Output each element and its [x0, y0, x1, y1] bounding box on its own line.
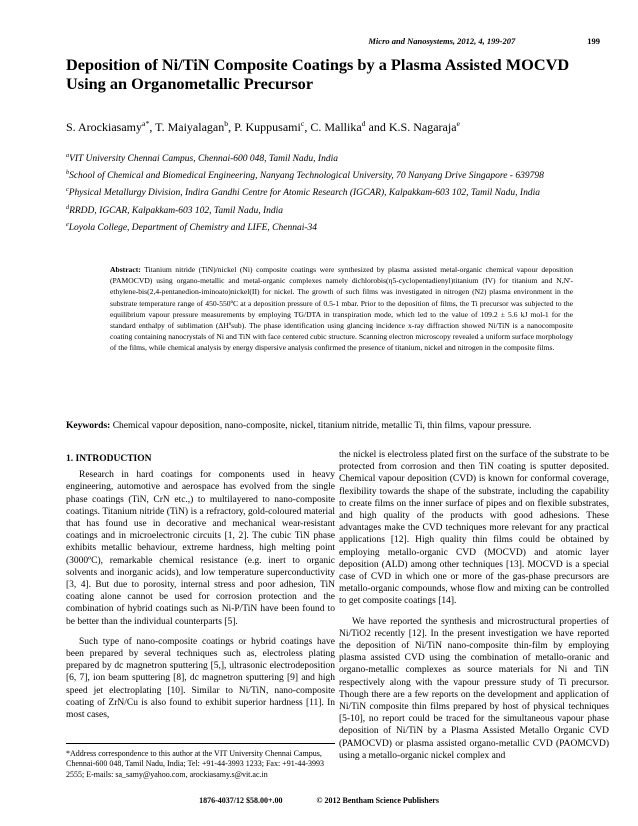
right-column	[339, 449, 609, 762]
affiliation: $^e$Loyola College, Department of Chemistry and LIFE, Chennai-34	[66, 221, 318, 233]
author: S. Arockiasamy$^{a*}$,	[66, 119, 156, 134]
affiliation: $^c$Physical Metallurgy Division, Indira Gandhi Centre for Atomic Research (IGCAR), Kalpakkam-603 102, Tamil Nadu, India	[66, 187, 540, 199]
keywords	[66, 420, 606, 432]
paragraph: the nickel is electroless plated first on the surface of the substrate to be protected from corrosion and then TiN coating is sputter deposited. Chemical vapour deposition (CVD) is known for conformal coverage, flexibility towards the shape of the substrate, including the capability to create films on the inner surface of pipes and on flexible substrates, and high quality of the products with good adhesions. These advantages make the CVD techniques more relevant for any practical applications [12]. High quality thin films could be obtained by employing metallo-organic CVD (MOCVD) and atomic layer deposition (ALD) among other techniques [13]. MOCVD is a special case of CVD in which one or more of the gas-phase precursors are metallo-organic compounds, whose flow and mixing can be controlled to get composite coatings [14].	[339, 450, 609, 607]
author: C. Mallika$^d$ and	[310, 119, 389, 134]
paragraph: We have reported the synthesis and microstructural properties of Ni/TiO2 recently [12]. In the present investigation we have reported the deposition of Ni/TiN nano-composite thin-film by employing plasma assisted CVD using the combination of metallo-oranic and organo-metallic complexes as source materials for Ni and TiN respectively along with the vapour pressure study of Ti precursor. Though there are a few reports on the development and application of Ni/TiN composite thin films prepared by host of physical techniques [5-10], no report could be traced for the simultaneous vapour phase deposition of Ni/TiN by a Plasma Assisted Metallo Organic CVD (PAMOCVD) or plasma assisted organo-metallic CVD (PAOMCVD) using a metallo-organic nickel complex and	[339, 616, 609, 761]
affiliation: $^d$RRDD, IGCAR, Kalpakkam-603 102, Tamil Nadu, India	[66, 204, 283, 216]
running-header	[368, 36, 600, 46]
abstract-text: Titanium nitride (TiN)/nickel (Ni) composite coatings were synthesized by plasma assisted metal-organic chemical vapour deposition (PAMOCVD) using organo-metallic and metal-organic complexes namely dichlorobis(η5-cyclopentadienyl)titanium (IV) for titanium and N,N'-ethylene-bis(2,4-pentanedion-iminoato)nickel(II) for nickel. The growth of such films was investigated in nitrogen (N2) plasma environment in the substrate temperature range of 450-550ºC at a deposition pressure of 0.5-1 mbar. Prior to the deposition of films, the Ti precursor was subjected to the equilibrium vapour pressure measurements by employing TG/DTA in transpiration mode, which led to the value of 109.2 ± 5.6 kJ mol-1 for the standard enthalpy of sublimation (ΔHºsub). The phase identification using glancing incidence x-ray diffraction showed Ni/TiN is a nanocomposite coating containing nanocrystals of Ni and TiN with face centered cubic structure. Scanning electron microscopy revealed a uniform surface morphology of the films, while chemical analysis by energy dispersive analysis confirmed the presence of titanium, nickel and nitrogen in the composite films.	[110, 265, 573, 353]
left-column	[66, 449, 335, 721]
author-list	[66, 120, 606, 135]
publisher-copyright: © 2012 Bentham Science Publishers	[316, 796, 439, 805]
abstract	[110, 264, 573, 354]
section-heading: 1. INTRODUCTION	[66, 454, 152, 464]
author: K.S. Nagaraja$^e$	[388, 119, 460, 134]
correspondence-footnote: *Address correspondence to this author at the VIT University Chennai Campus, Chennai-600 048, Tamil Nadu, India; Tel: +91-44-3993 1233; Fax: +91-44-3993 2555; E-mails: sa_samy@yahoo.com, arockiasamy.s@vit.ac.in	[66, 743, 335, 780]
paragraph: Such type of nano-composite coatings or hybrid coatings have been prepared by several techniques such as, electroless plating prepared by dc magnetron sputtering [5,], ultrasonic electrodeposition [6, 7], ion beam sputtering [8], dc magnetron sputtering [9] and high speed jet electroplating [10]. Similar to Ni/TiN, nano-composite coating of ZrN/Cu is also found to exhibit superior hardness [11]. In most cases,	[66, 636, 335, 721]
affiliation-list	[66, 153, 606, 239]
journal-citation: Micro and Nanosystems, 2012, 4, 199-207	[368, 36, 516, 46]
author: P. Kuppusami$^c$,	[234, 119, 311, 134]
abstract-label: Abstract:	[110, 265, 141, 274]
author: T. Maiyalagan$^b$,	[155, 119, 235, 134]
keywords-label: Keywords:	[66, 421, 111, 431]
paragraph: Research in hard coatings for components used in heavy engineering, automotive and aerospace has evolved from the single phase coatings (TiN, CrN etc.,) to multilayered to nano-composite coatings. Titanium nitride (TiN) is a refractory, gold-coloured material that has found use in decorative and mechanical wear-resistant coatings and in microelectronic circuits [1, 2]. The cubic TiN phase exhibits metallic behaviour, extreme hardness, high melting point (3000ºC), remarkable chemical resistance (e.g. inert to organic solvents and inorganic acids), and low temperature superconductivity [3, 4]. But due to porosity, internal stress and poor adhesion, TiN coating alone cannot be used for corrosion protection and the combination of hybrid coatings such as Ni-P/TiN have been found to be better than the individual counterparts [5].	[66, 470, 335, 627]
page-number: 199	[587, 36, 600, 46]
page-footer	[0, 796, 638, 805]
keywords-text: Chemical vapour deposition, nano-composite, nickel, titanium nitride, metallic Ti, thin films, vapour pressure.	[112, 421, 532, 431]
affiliation: $^b$School of Chemical and Biomedical Engineering, Nanyang Technological University, 70 Nanyang Drive Singapore - 639798	[66, 170, 544, 182]
issn-price: 1876-4037/12 $58.00+.00	[199, 796, 283, 805]
affiliation: $^a$VIT University Chennai Campus, Chennai-600 048, Tamil Nadu, India	[66, 152, 338, 164]
paper-title: Deposition of Ni/TiN Composite Coatings by a Plasma Assisted MOCVD Using an Organometallic Precursor	[66, 55, 570, 93]
